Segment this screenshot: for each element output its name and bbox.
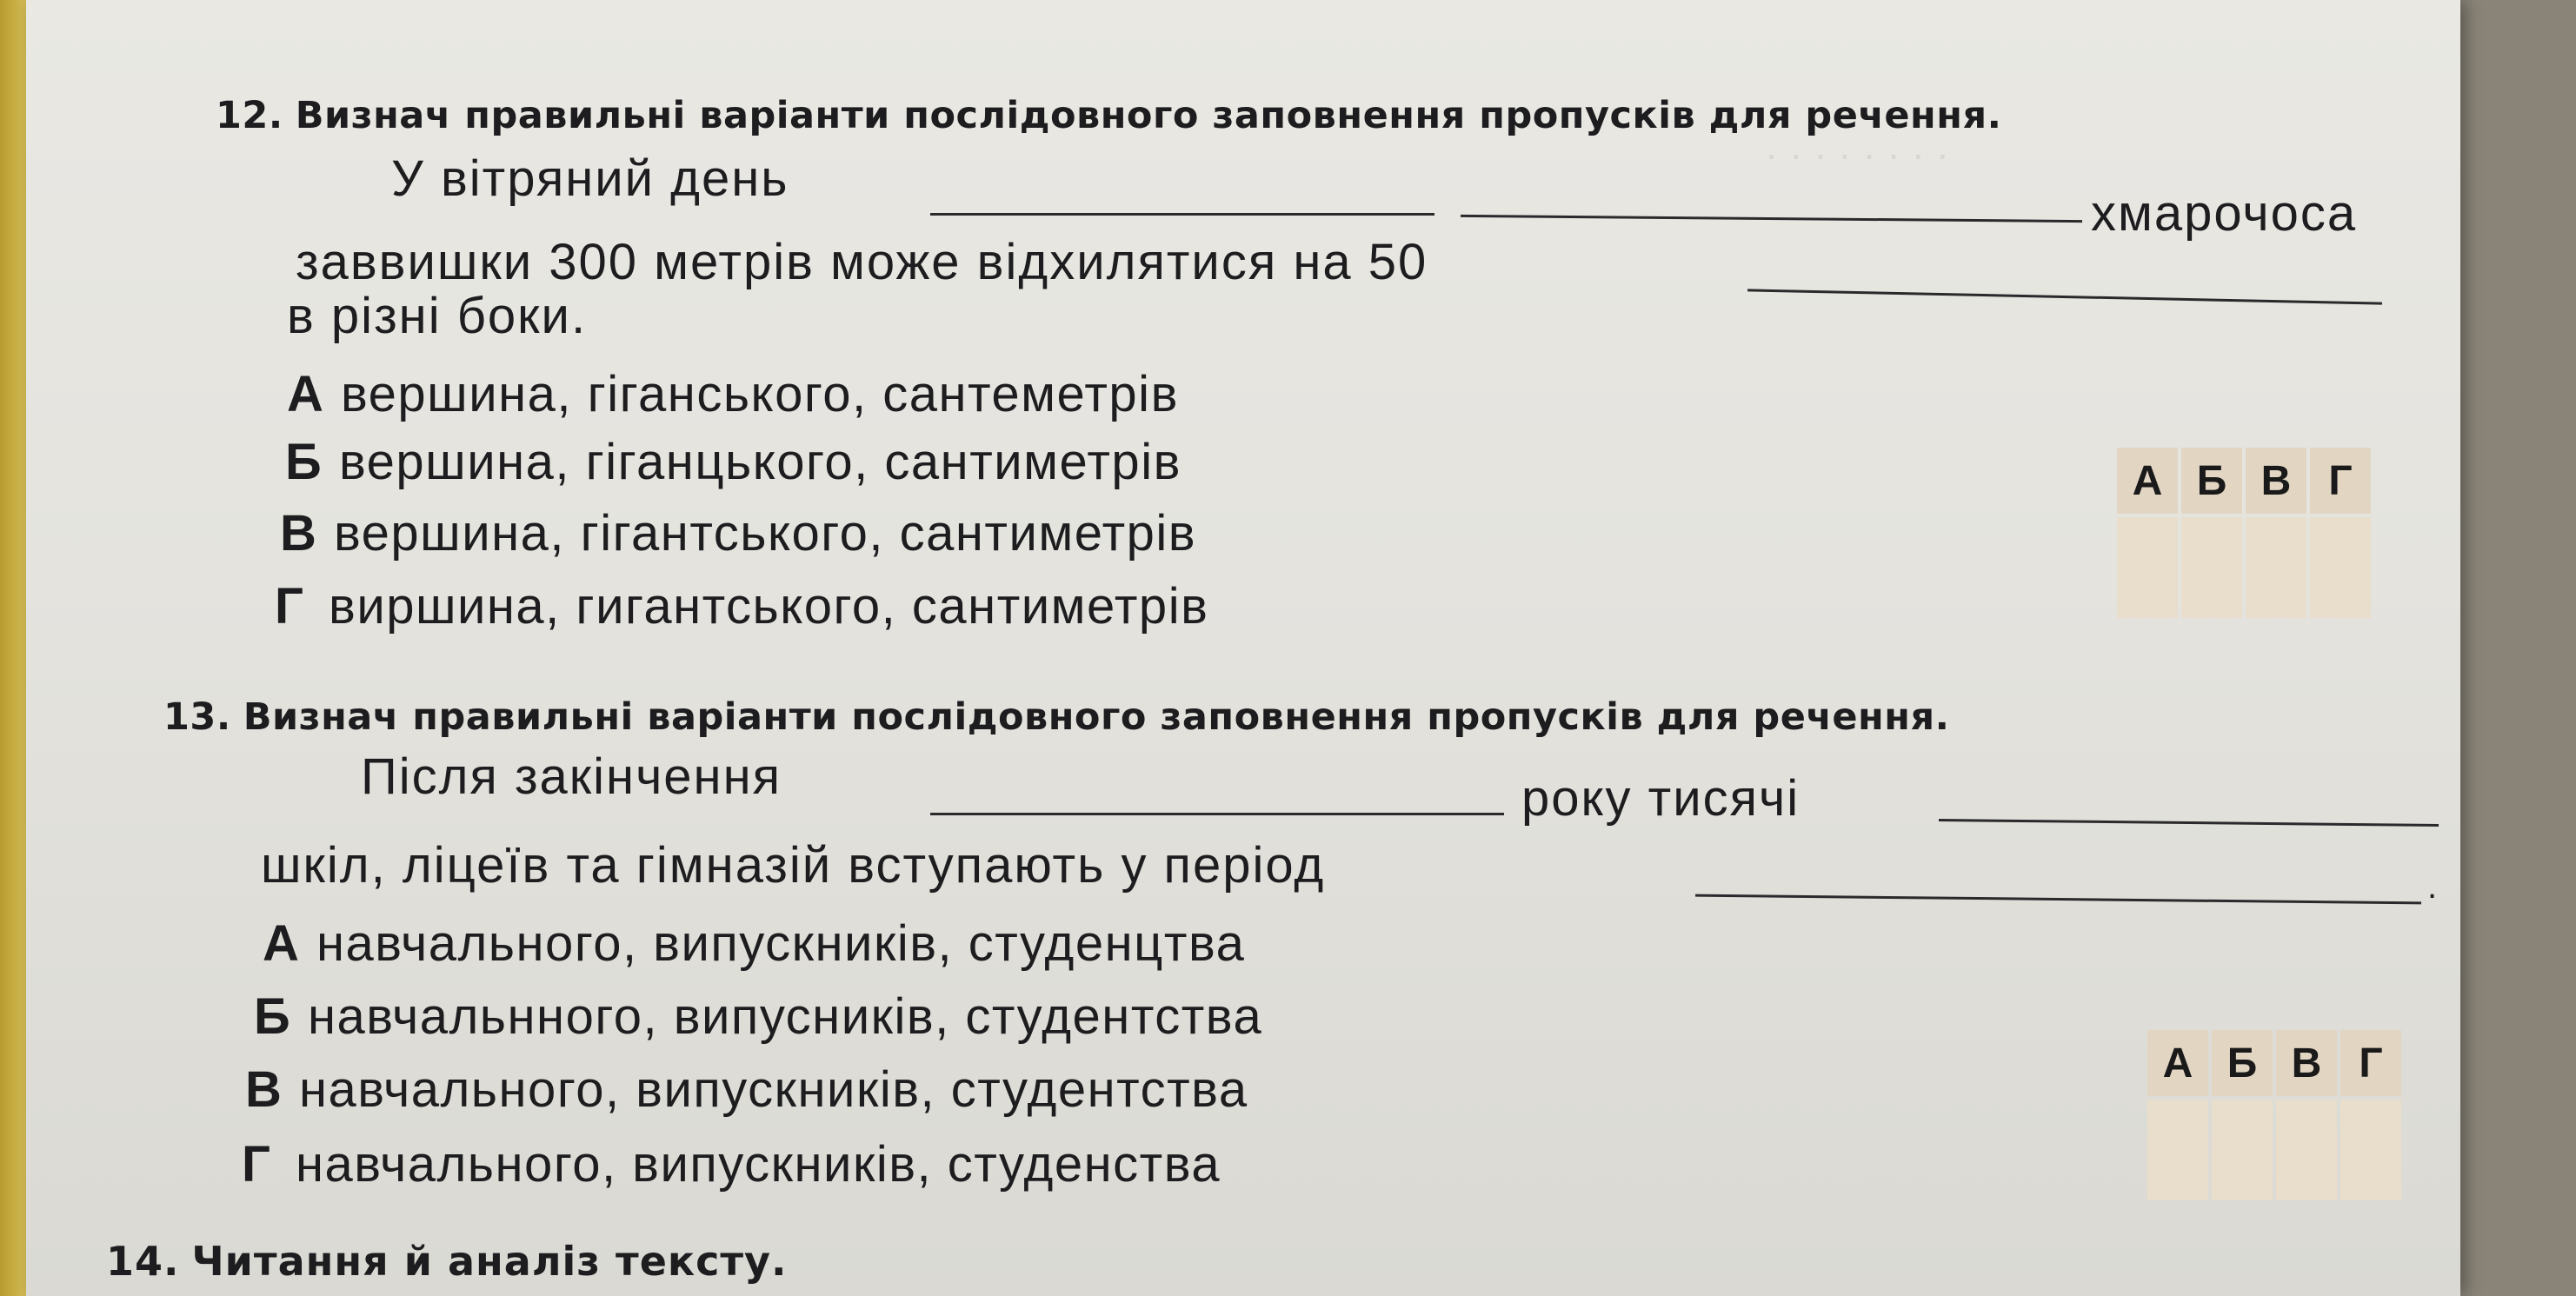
q12-answer-cell-b[interactable]	[2181, 517, 2242, 618]
q13-number: 13.	[163, 695, 231, 739]
q12-blank-3[interactable]	[1747, 289, 2382, 304]
q13-answer-header: В	[2276, 1030, 2337, 1096]
q13-answer-cell-b[interactable]	[2212, 1100, 2273, 1200]
q13-option-letter: Г	[242, 1136, 272, 1193]
q12-option-letter: Г	[275, 578, 305, 635]
q13-option-text: навчального, випускників, студентства	[299, 1061, 1248, 1118]
q13-option-text: навчальнного, випусників, студентства	[308, 988, 1263, 1045]
q14-title: Читання й аналіз тексту.	[191, 1238, 788, 1285]
q13-answer-header: А	[2147, 1030, 2208, 1096]
q12-option-text: вершина, гіганцького, сантиметрів	[339, 434, 1181, 490]
q14-heading	[106, 1238, 788, 1285]
q12-answer-header: Б	[2181, 448, 2242, 514]
q13-option-letter: В	[245, 1061, 283, 1118]
q13-option-text: навчального, випускників, студенцтва	[316, 915, 1246, 972]
q12-option-letter: А	[287, 366, 325, 422]
q14-number: 14.	[106, 1238, 180, 1285]
q13-sentence-part1: Після закінчення	[361, 748, 782, 805]
q13-instruction-text: Визнач правильні варіанти послідовного заповнення пропусків для речення.	[243, 695, 1950, 739]
q12-answer-header: В	[2246, 448, 2306, 514]
q13-blank-2[interactable]	[1939, 819, 2439, 827]
q13-instruction	[163, 695, 1949, 739]
q12-sentence-part1: У вітряний день	[391, 150, 789, 207]
q13-option-text: навчального, випускників, студенства	[296, 1136, 1221, 1193]
q12-sentence-part3: заввишки 300 метрів може відхилятися на 50	[296, 234, 1428, 290]
q13-sentence-end: .	[2427, 867, 2440, 906]
q12-option-a	[287, 365, 1179, 423]
show-through-text: · · · · · · · ·	[1765, 131, 1950, 176]
q12-answer-cell-d[interactable]	[2310, 517, 2371, 618]
q13-option-d	[242, 1135, 1221, 1193]
q13-blank-1[interactable]	[930, 813, 1504, 815]
q12-blank-1[interactable]	[930, 213, 1434, 216]
q12-option-c	[280, 504, 1196, 562]
q12-sentence-part4: в різні боки.	[287, 288, 588, 344]
q12-answer-grid	[2117, 448, 2374, 618]
q13-option-letter: А	[263, 915, 301, 972]
q12-sentence-part2: хмарочоса	[2091, 185, 2358, 242]
q13-answer-cell-c[interactable]	[2276, 1100, 2337, 1200]
q13-option-a	[263, 914, 1245, 973]
q12-option-letter: В	[280, 505, 318, 562]
q12-instruction-text: Визнач правильні варіанти послідовного заповнення пропусків для речення.	[295, 94, 2002, 137]
q13-answer-header: Б	[2212, 1030, 2273, 1096]
q13-sentence-part2: року тисячі	[1521, 770, 1801, 827]
q13-answer-cell-a[interactable]	[2147, 1100, 2208, 1200]
q12-answer-header: Г	[2310, 448, 2371, 514]
q13-answer-grid	[2147, 1030, 2405, 1200]
q13-answer-header: Г	[2340, 1030, 2401, 1096]
q12-option-d	[275, 577, 1208, 635]
q12-option-text: виршина, гигантського, сантиметрів	[329, 578, 1209, 635]
q12-option-text: вершина, гігантського, сантиметрів	[334, 505, 1197, 562]
q13-option-c	[245, 1060, 1248, 1119]
q13-option-b	[254, 987, 1262, 1046]
q13-sentence-part3: шкіл, ліцеїв та гімназій вступають у період	[261, 837, 1326, 894]
q13-blank-3[interactable]	[1695, 894, 2421, 905]
q12-option-text: вершина, гіганського, сантеметрів	[341, 366, 1179, 422]
q12-number: 12.	[216, 94, 283, 137]
q12-answer-cell-c[interactable]	[2246, 517, 2306, 618]
q12-answer-cell-a[interactable]	[2117, 517, 2178, 618]
q12-option-letter: Б	[285, 434, 323, 490]
q12-option-b	[285, 433, 1181, 491]
q12-blank-2[interactable]	[1461, 215, 2082, 223]
q12-answer-header: А	[2117, 448, 2178, 514]
q13-option-letter: Б	[254, 988, 292, 1045]
worksheet-page	[26, 0, 2460, 1296]
q13-answer-cell-d[interactable]	[2340, 1100, 2401, 1200]
q12-instruction	[216, 94, 2001, 137]
